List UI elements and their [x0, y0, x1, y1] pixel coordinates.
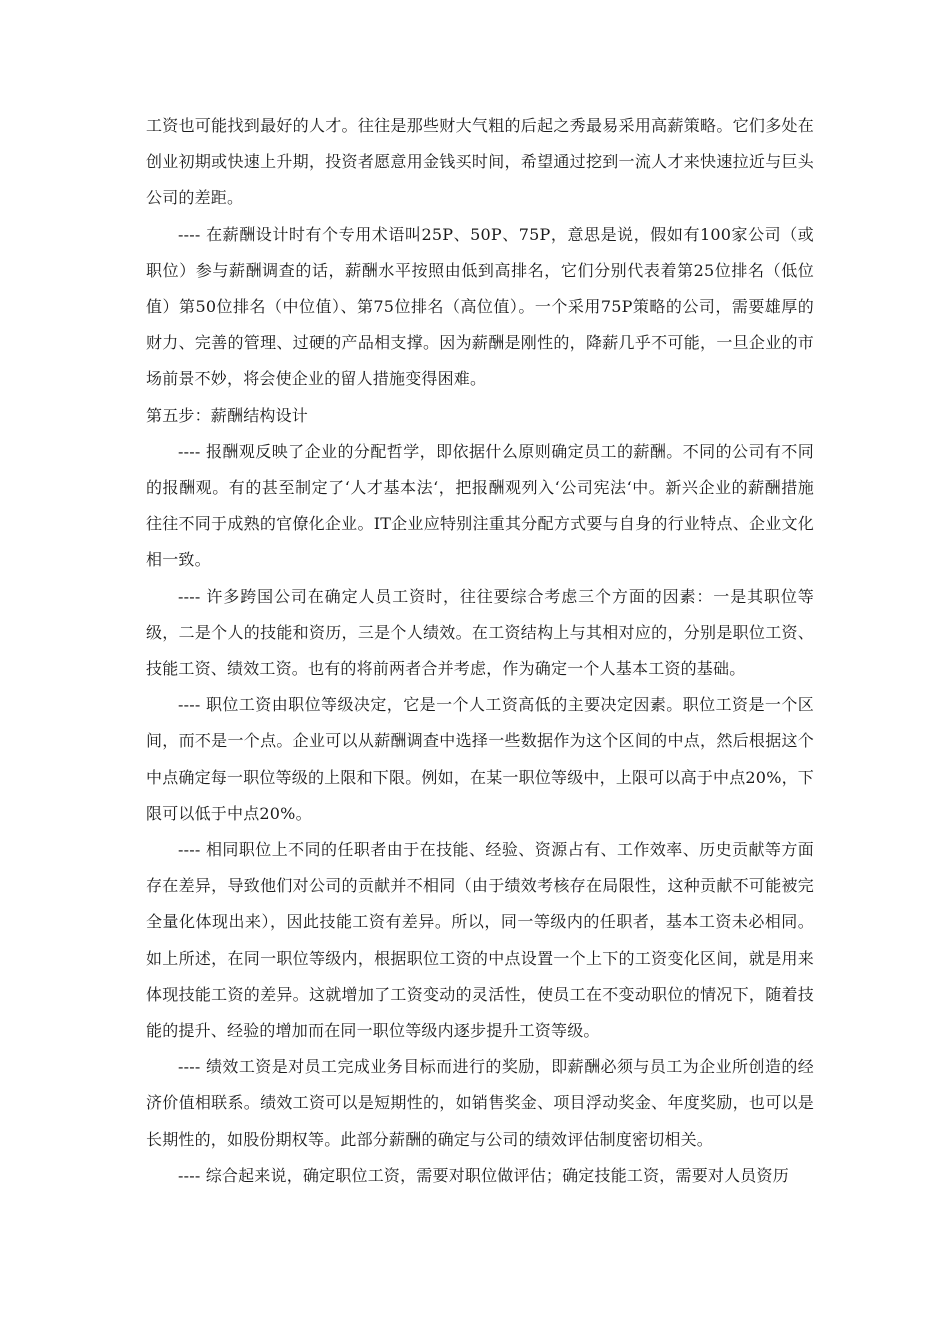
document-body	[146, 108, 814, 1194]
paragraph-summary: ---- 综合起来说，确定职位工资，需要对职位做评估；确定技能工资，需要对人员资历	[178, 1165, 789, 1185]
paragraph-performance-pay: ---- 绩效工资是对员工完成业务目标而进行的奖励，即薪酬必须与员工为企业所创造的经济价值相联系。绩效工资可以是短期性的，如销售奖金、项目浮动奖金、年度奖励，也可以是长期性的，如股份期权等。此部分薪酬的确定与公司的绩效评估制度密切相关。	[146, 1057, 814, 1149]
paragraph-position-pay: ---- 职位工资由职位等级决定，它是一个人工资高低的主要决定因素。职位工资是一个区间，而不是一个点。企业可以从薪酬调查中选择一些数据作为这个区间的中点，然后根据这个中点确定每一职位等级的上限和下限。例如，在某一职位等级中，上限可以高于中点20%，下限可以低于中点20%。	[146, 695, 814, 823]
paragraph-high-pay-strategy: 工资也可能找到最好的人才。往往是那些财大气粗的后起之秀最易采用高薪策略。它们多处在创业初期或快速上升期，投资者愿意用金钱买时间，希望通过挖到一流人才来快速拉近与巨头公司的差距。	[146, 116, 814, 208]
paragraph-skill-pay: ---- 相同职位上不同的任职者由于在技能、经验、资源占有、工作效率、历史贡献等方面存在差异，导致他们对公司的贡献并不相同（由于绩效考核存在局限性，这种贡献不可能被完全量化体现出来），因此技能工资有差异。所以，同一等级内的任职者，基本工资未必相同。如上所述，在同一职位等级内，根据职位工资的中点设置一个上下的工资变化区间，就是用来体现技能工资的差异。这就增加了工资变动的灵活性，使员工在不变动职位的情况下，随着技能的提升、经验的增加而在同一职位等级内逐步提升工资等级。	[146, 840, 814, 1041]
paragraph-reward-philosophy: ---- 报酬观反映了企业的分配哲学，即依据什么原则确定员工的薪酬。不同的公司有不同的报酬观。有的甚至制定了‘人才基本法‘，把报酬观列入‘公司宪法‘中。新兴企业的薪酬措施往往不同于成熟的官僚化企业。IT企业应特别注重其分配方式要与自身的行业特点、企业文化相一致。	[146, 441, 814, 570]
section-heading-step-five: 第五步：薪酬结构设计	[146, 405, 309, 425]
paragraph-three-factors: ---- 许多跨国公司在确定人员工资时，往往要综合考虑三个方面的因素：一是其职位等级，二是个人的技能和资历，三是个人绩效。在工资结构上与其相对应的，分别是职位工资、技能工资、绩效工资。也有的将前两者合并考虑，作为确定一个人基本工资的基础。	[146, 586, 814, 679]
paragraph-percentile-terms: ---- 在薪酬设计时有个专用术语叫25P、50P、75P，意思是说，假如有100家公司（或职位）参与薪酬调查的话，薪酬水平按照由低到高排名，它们分别代表着第25位排名（低位值）第50位排名（中位值）、第75位排名（高位值）。一个采用75P策略的公司，需要雄厚的财力、完善的管理、过硬的产品相支撑。因为薪酬是刚性的，降薪几乎不可能，一旦企业的市场前景不妙，将会使企业的留人措施变得困难。	[146, 224, 814, 389]
